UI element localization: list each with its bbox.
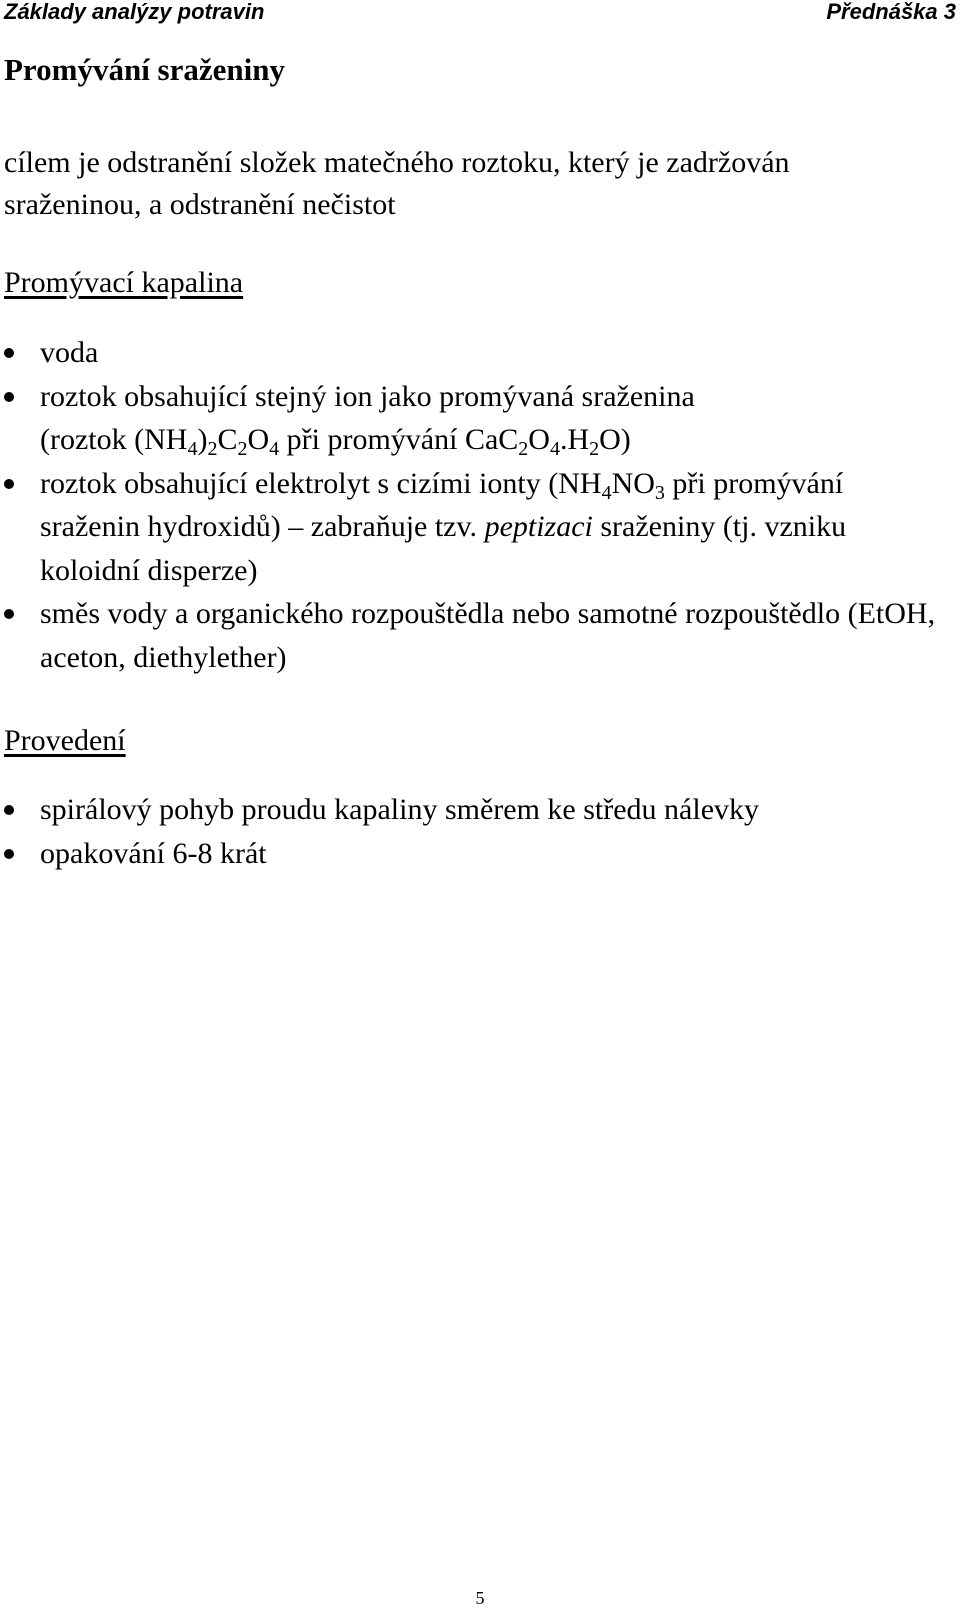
wash-liquid-list xyxy=(0,331,950,679)
intro-paragraph: cílem je odstranění složek matečného roztoku, který je zadržován sraženinou, a odstranění nečistot xyxy=(4,146,790,221)
list-item: roztok obsahující stejný ion jako promývaná sraženina (roztok $(NH_4)_2C_2O_4$ při promývání $CaC_2O_4.H_2O$) xyxy=(0,375,950,462)
procedure-list xyxy=(0,788,950,875)
page-title: Promývání sraženiny xyxy=(4,52,285,87)
page-number: 5 xyxy=(475,1588,485,1608)
list-item: spirálový pohyb proudu kapaliny směrem ke středu nálevky xyxy=(0,788,950,832)
course-title: Základy analýzy potravin xyxy=(4,0,265,24)
emphasis-term: peptizaci xyxy=(484,510,593,543)
section-heading-wash-liquid: Promývací kapalina xyxy=(4,266,244,299)
lecture-number: Přednáška 3 xyxy=(826,0,956,24)
section-heading-procedure: Provedení xyxy=(4,724,126,757)
list-item: směs vody a organického rozpouštědla nebo samotné rozpouštědlo (EtOH, aceton, diethylether) xyxy=(0,592,950,679)
list-item: roztok obsahující elektrolyt s cizími ionty ($NH_4NO_3$ při promývání sraženin hydroxidů) – zabraňuje tzv. peptizaci sraženiny (tj. vzniku koloidní disperze) xyxy=(0,462,950,593)
page-header xyxy=(4,0,956,28)
list-item: voda xyxy=(0,331,950,375)
list-item: opakování 6-8 krát xyxy=(0,832,950,876)
